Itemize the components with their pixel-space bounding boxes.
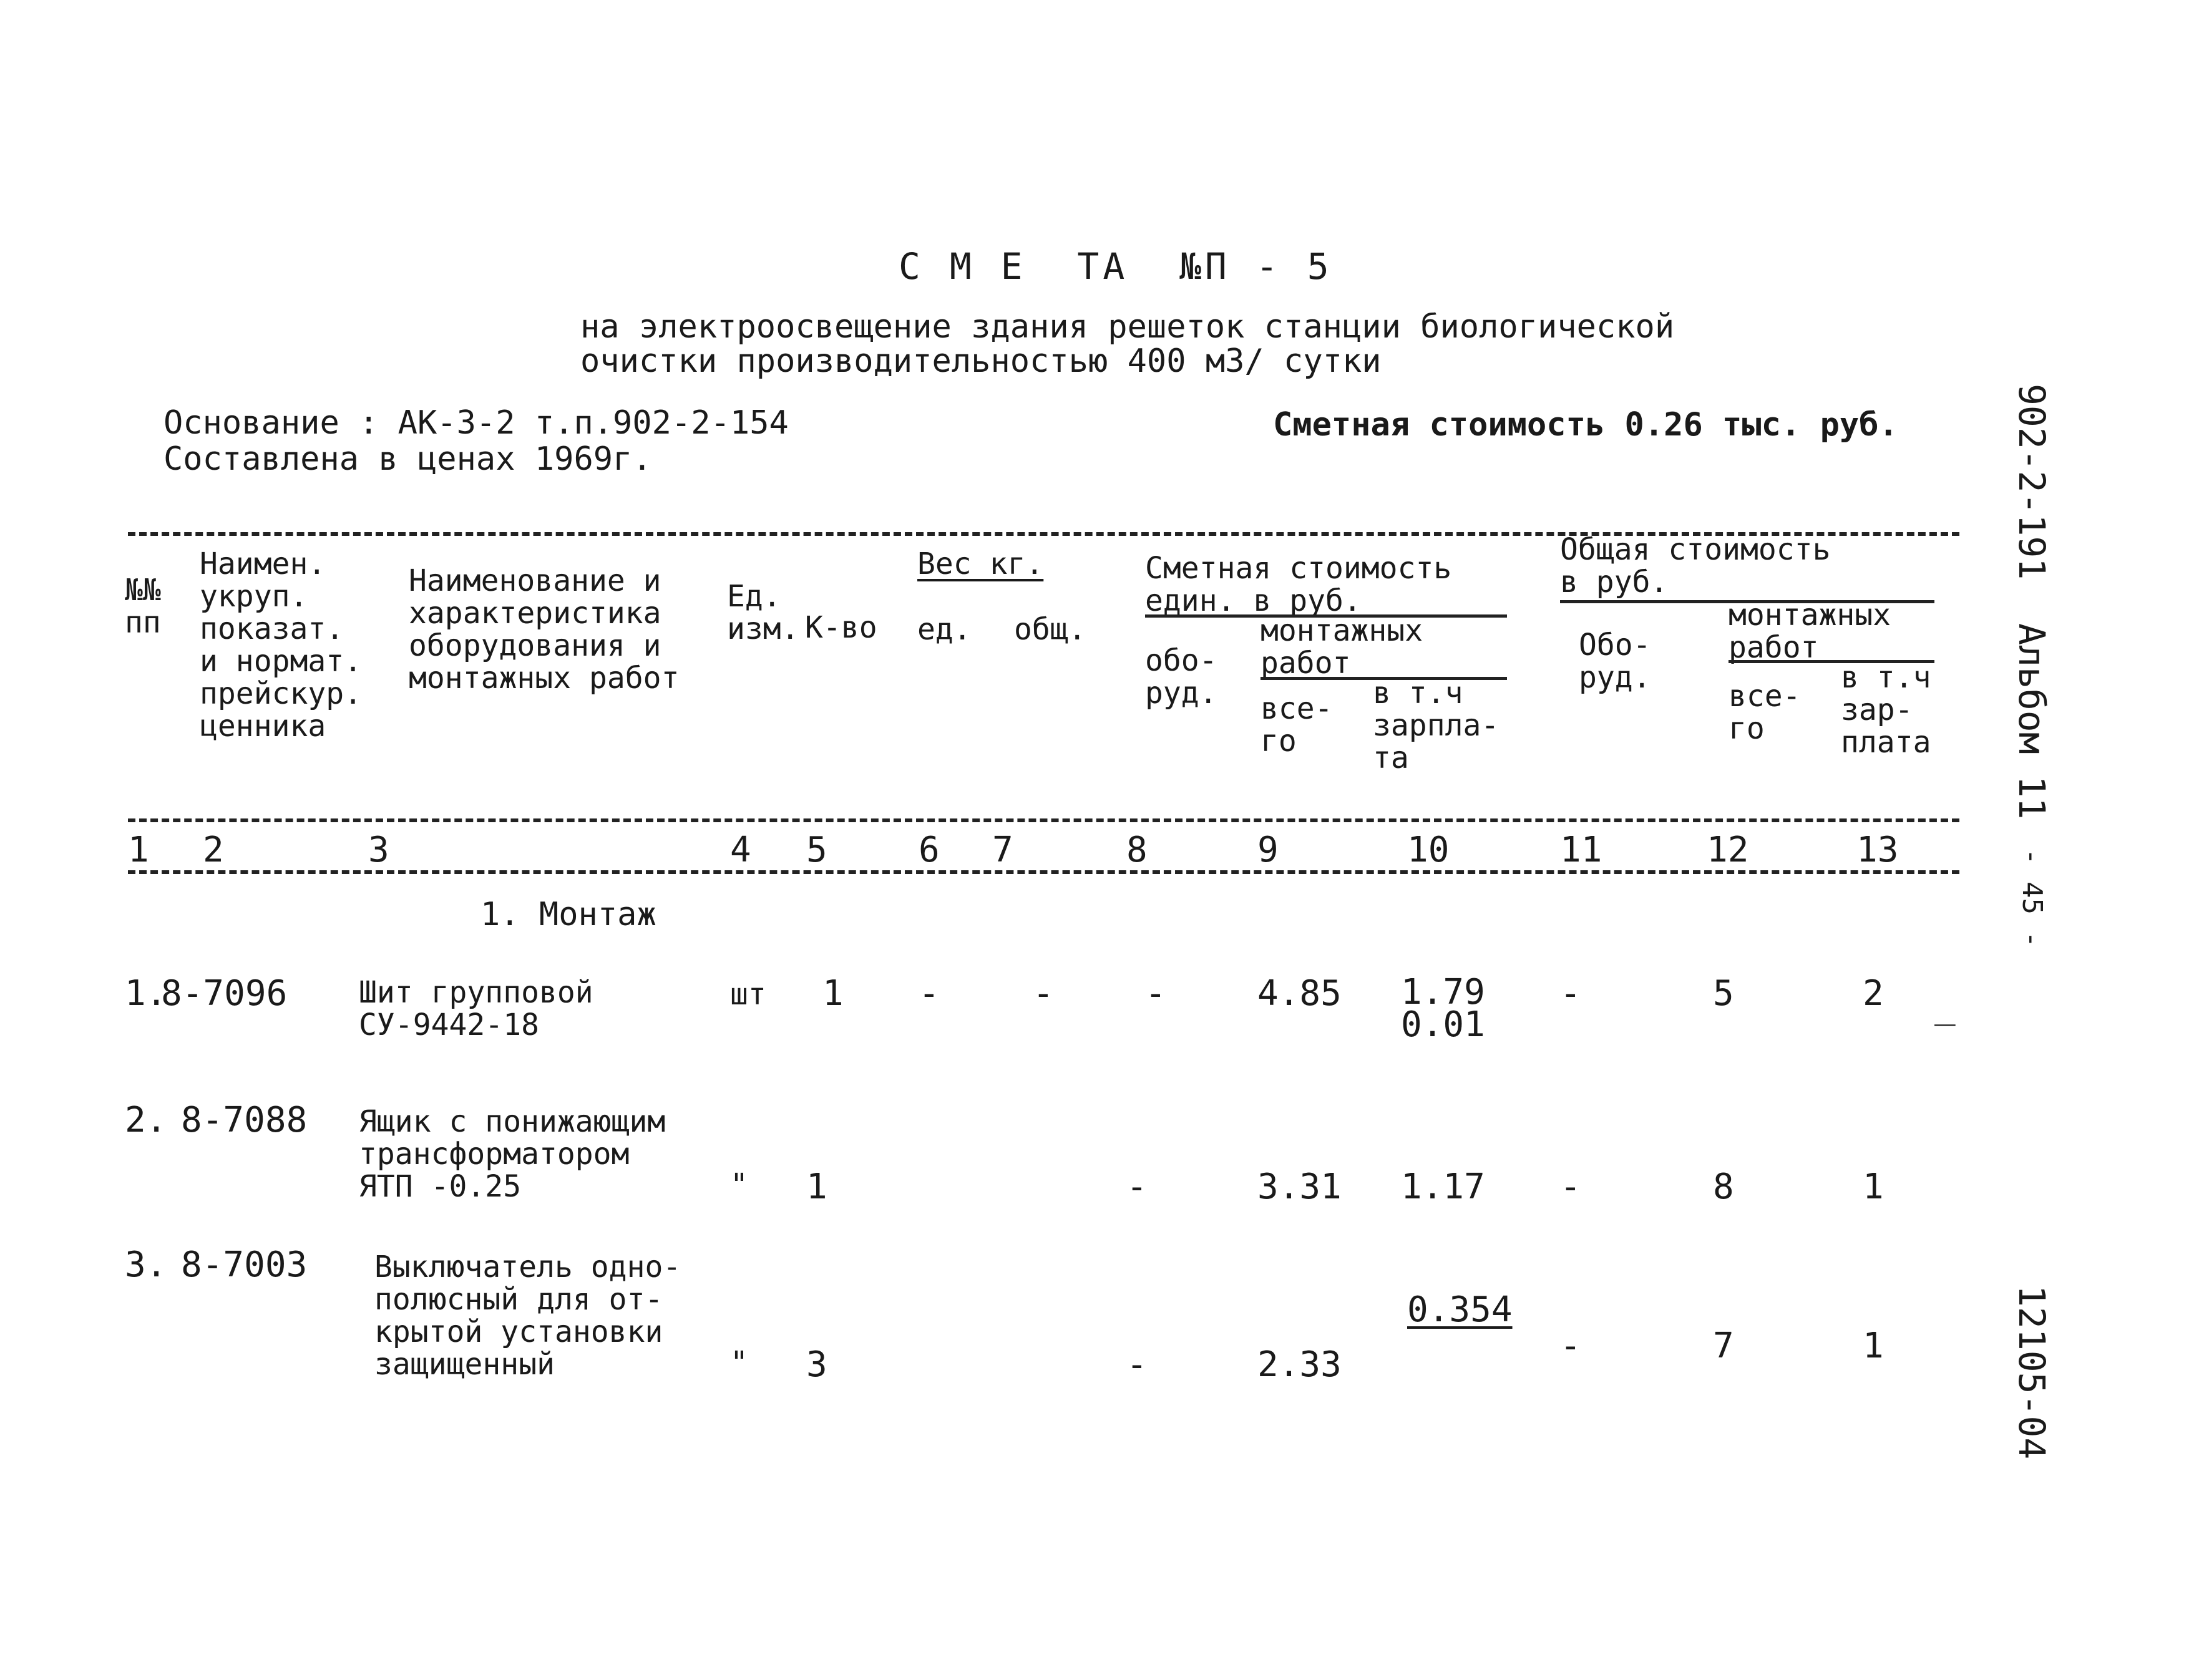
table-header-rule xyxy=(128,818,1959,822)
estimated-cost: Сметная стоимость 0.26 тыс. руб. xyxy=(1273,406,1898,444)
row-3-mount-total: 2.33 xyxy=(1257,1344,1342,1385)
column-number-3: 3 xyxy=(368,830,389,870)
row-2-total-mount: 8 xyxy=(1713,1167,1734,1207)
header-col-weight-total: общ. xyxy=(1014,612,1086,647)
row-3-mount-wage: 0.354 xyxy=(1407,1289,1513,1330)
margin-code-top: 902-2-191 Альбом 11 xyxy=(2011,384,2053,820)
header-col-unit: Ед. изм. xyxy=(727,579,799,646)
row-3-num: 3. xyxy=(125,1245,167,1285)
header-col-qty: К-во xyxy=(805,610,877,645)
row-2-unit: " xyxy=(730,1167,748,1202)
column-number-4: 4 xyxy=(730,830,751,870)
row-2-code: 8-7088 xyxy=(181,1100,308,1140)
row-2-num: 2. xyxy=(125,1100,167,1140)
header-col-num: №№ пп xyxy=(125,573,161,640)
section-title: 1. Монтаж xyxy=(480,896,656,933)
column-number-5: 5 xyxy=(806,830,827,870)
header-col-code: Наимен. укруп. показат. и нормат. прейскур. ценника xyxy=(200,546,363,744)
column-number-10: 10 xyxy=(1407,830,1450,870)
header-col-unit-cost: Сметная стоимость един. в руб. xyxy=(1145,551,1452,618)
column-number-13: 13 xyxy=(1856,830,1899,870)
row-3-total-mount: 7 xyxy=(1713,1326,1734,1366)
row-3-name: Выключатель одно- полюсный для от- крытой установки защищенный xyxy=(374,1250,681,1382)
column-number-6: 6 xyxy=(919,830,940,870)
row-1-mount-wage: 1.79 0.01 xyxy=(1401,972,1485,1045)
basis-line: Основание : АК-3-2 т.п.902-2-154 xyxy=(163,404,789,442)
header-col-unit-mounting-wage: в т.ч зарпла- та xyxy=(1373,676,1499,775)
row-1-unit: шт xyxy=(730,977,766,1012)
row-1-mount-total: 4.85 xyxy=(1257,973,1342,1014)
row-3-qty: 3 xyxy=(806,1344,827,1385)
column-number-rule xyxy=(128,870,1959,874)
document-title: С М Е ТА №П - 5 xyxy=(899,245,1333,288)
column-number-7: 7 xyxy=(992,830,1013,870)
header-col-total-cost: Общая стоимость в руб. xyxy=(1560,532,1831,600)
row-1-equipment: - xyxy=(1145,973,1166,1014)
column-number-2: 2 xyxy=(203,830,224,870)
header-col-unit-equipment: обо- руд. xyxy=(1145,643,1217,711)
prices-year-line: Составлена в ценах 1969г. xyxy=(163,440,652,478)
header-col-unit-mounting: монтажных работ xyxy=(1260,613,1423,681)
row-1-name: Шит групповой СУ-9442-18 xyxy=(359,975,593,1042)
row-3-equipment: - xyxy=(1126,1344,1148,1385)
column-number-1: 1 xyxy=(128,830,149,870)
row-3-unit: " xyxy=(730,1345,748,1380)
margin-code-bottom: 12105-04 xyxy=(2011,1285,2053,1460)
header-col-weight-unit: ед. xyxy=(917,612,972,647)
header-col-total-mounting: монтажных работ xyxy=(1729,598,1891,665)
row-3-code: 8-7003 xyxy=(181,1245,308,1285)
row-1-weight-unit: - xyxy=(919,973,940,1014)
row-1-trailing-dash: _ xyxy=(1934,986,1956,1026)
row-2-total-equipment: - xyxy=(1560,1167,1581,1207)
row-2-mount-wage: 1.17 xyxy=(1401,1167,1485,1207)
row-2-mount-total: 3.31 xyxy=(1257,1167,1342,1207)
document-subtitle-line2: очистки производительностью 400 м3/ сутки xyxy=(580,342,1382,380)
row-1-num: 1. xyxy=(125,973,167,1014)
column-number-9: 9 xyxy=(1257,830,1279,870)
document-subtitle-line1: на электроосвещение здания решеток станции биологической xyxy=(580,308,1675,346)
header-col-weight: Вес кг. xyxy=(917,546,1044,581)
row-2-name: Ящик с понижающим трансформатором ЯТП -0.25 xyxy=(359,1104,666,1204)
row-1-total-equipment: - xyxy=(1560,973,1581,1014)
row-3-total-equipment: - xyxy=(1560,1326,1581,1366)
header-col-name: Наименование и характеристика оборудования и монтажных работ xyxy=(409,563,680,696)
row-1-code: 8-7096 xyxy=(161,973,288,1014)
row-2-total-wage: 1 xyxy=(1863,1167,1884,1207)
header-col-unit-mounting-total: все- го xyxy=(1260,691,1333,759)
row-2-qty: 1 xyxy=(806,1167,827,1207)
row-1-total-mount: 5 xyxy=(1713,973,1734,1014)
header-col-total-equipment: Обо- руд. xyxy=(1579,628,1651,695)
margin-page-number: - 45 - xyxy=(2016,848,2048,948)
column-number-8: 8 xyxy=(1126,830,1148,870)
column-number-12: 12 xyxy=(1707,830,1749,870)
row-1-qty: 1 xyxy=(822,973,844,1014)
row-3-total-wage: 1 xyxy=(1863,1326,1884,1366)
row-2-equipment: - xyxy=(1126,1167,1148,1207)
header-col-total-mounting-wage: в т.ч зар- плата xyxy=(1841,660,1931,760)
header-col-total-mounting-total: все- го xyxy=(1729,679,1801,746)
row-1-weight-total: - xyxy=(1033,973,1054,1014)
column-number-11: 11 xyxy=(1560,830,1602,870)
row-1-total-wage: 2 xyxy=(1863,973,1884,1014)
